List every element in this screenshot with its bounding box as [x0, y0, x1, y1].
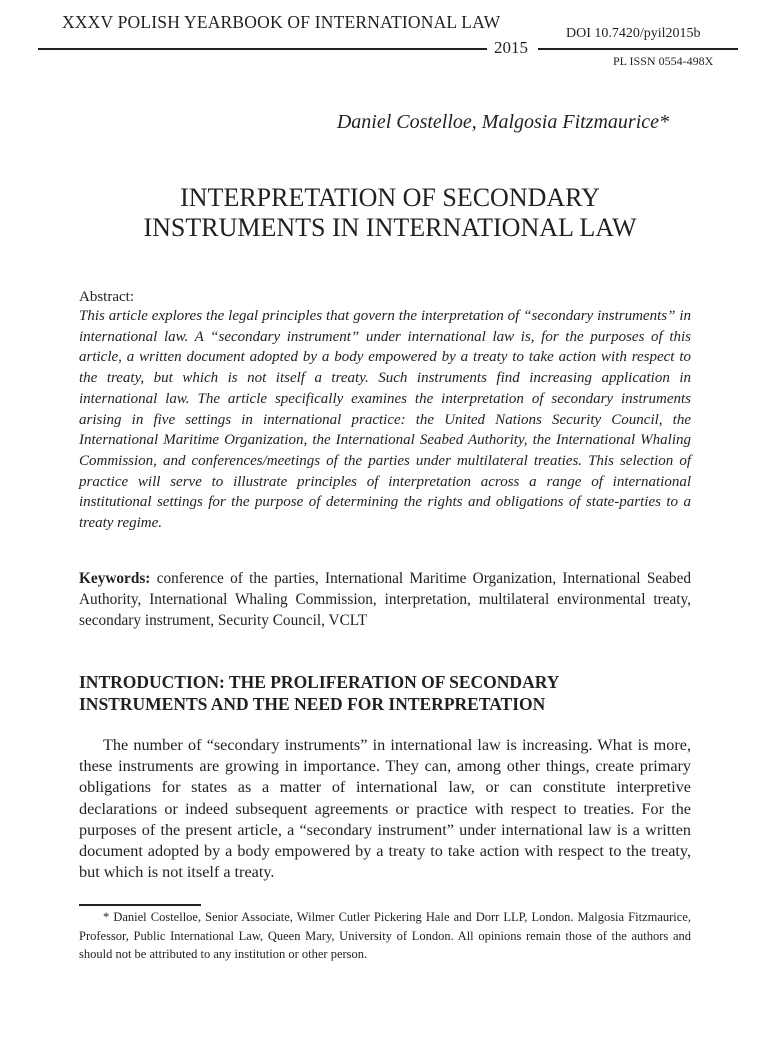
article-title-line-1: INTERPRETATION OF SECONDARY — [180, 183, 600, 212]
section-heading — [79, 671, 699, 715]
journal-title: XXXV POLISH YEARBOOK OF INTERNATIONAL LAW — [62, 12, 501, 32]
article-title-line-2: INSTRUMENTS IN INTERNATIONAL LAW — [143, 213, 637, 242]
keywords — [79, 568, 691, 631]
journal-year: 2015 — [494, 38, 528, 57]
header-rule-left — [38, 48, 487, 50]
footnote-rule — [79, 904, 201, 906]
authors: Daniel Costelloe, Malgosia Fitzmaurice* — [336, 111, 669, 133]
header-rule-right — [538, 48, 738, 50]
section-heading-line-1: INTRODUCTION: THE PROLIFERATION OF SECONDARY — [79, 672, 560, 692]
abstract-text: This article explores the legal principles that govern the interpretation of “secondary instruments” in international law. A “secondary instrument” under international law is, for the purposes of this article, a written document adopted by a body empowered by a treaty to take action with respect to the treaty, but which is not itself a treaty. Such instruments find increasing application in international law. The article specifically examines the interpretation of secondary instruments arising in five settings in international practice: the United Nations Security Council, the International Maritime Organization, the International Seabed Authority, the International Whaling Commission, and conferences/meetings of the parties under multilateral treaties. This selection of practice will serve to illustrate principles of interpretation across a range of international institutional settings for the purpose of determining the rights and obligations of state-parties to a treaty regime. — [79, 308, 691, 532]
section-heading-line-2: INSTRUMENTS AND THE NEED FOR INTERPRETATION — [79, 694, 546, 714]
issn: PL ISSN 0554-498X — [613, 54, 714, 68]
body-paragraph: The number of “secondary instruments” in international law is increasing. What is more, these instruments are growing in importance. They can, among other things, create primary obligations for states as a matter of international law, or can constitute interpretive declarations or indeed subsequent agreements or practice with respect to treaties. For the purposes of the present article, a “secondary instrument” under international law is a written document adopted by a body empowered by a treaty to take action with respect to the treaty, but which is not itself a treaty. — [79, 736, 691, 882]
doi: DOI 10.7420/pyil2015b — [566, 26, 701, 41]
article-title — [80, 183, 700, 243]
keywords-text: conference of the parties, International Maritime Organization, International Seabed Authority, International Whaling Commission, interpretation, multilateral environmental treaty, secondary instrument, Security Council, VCLT — [79, 570, 692, 629]
abstract-label: Abstract: — [79, 289, 134, 305]
keywords-label: Keywords: — [79, 570, 151, 587]
footnote: * Daniel Costelloe, Senior Associate, Wilmer Cutler Pickering Hale and Dorr LLP, London. Malgosia Fitzmaurice, Professor, Public International Law, Queen Mary, University of London. All opinions remain those of the authors and should not be attributed to any institution or other person. — [79, 910, 691, 961]
